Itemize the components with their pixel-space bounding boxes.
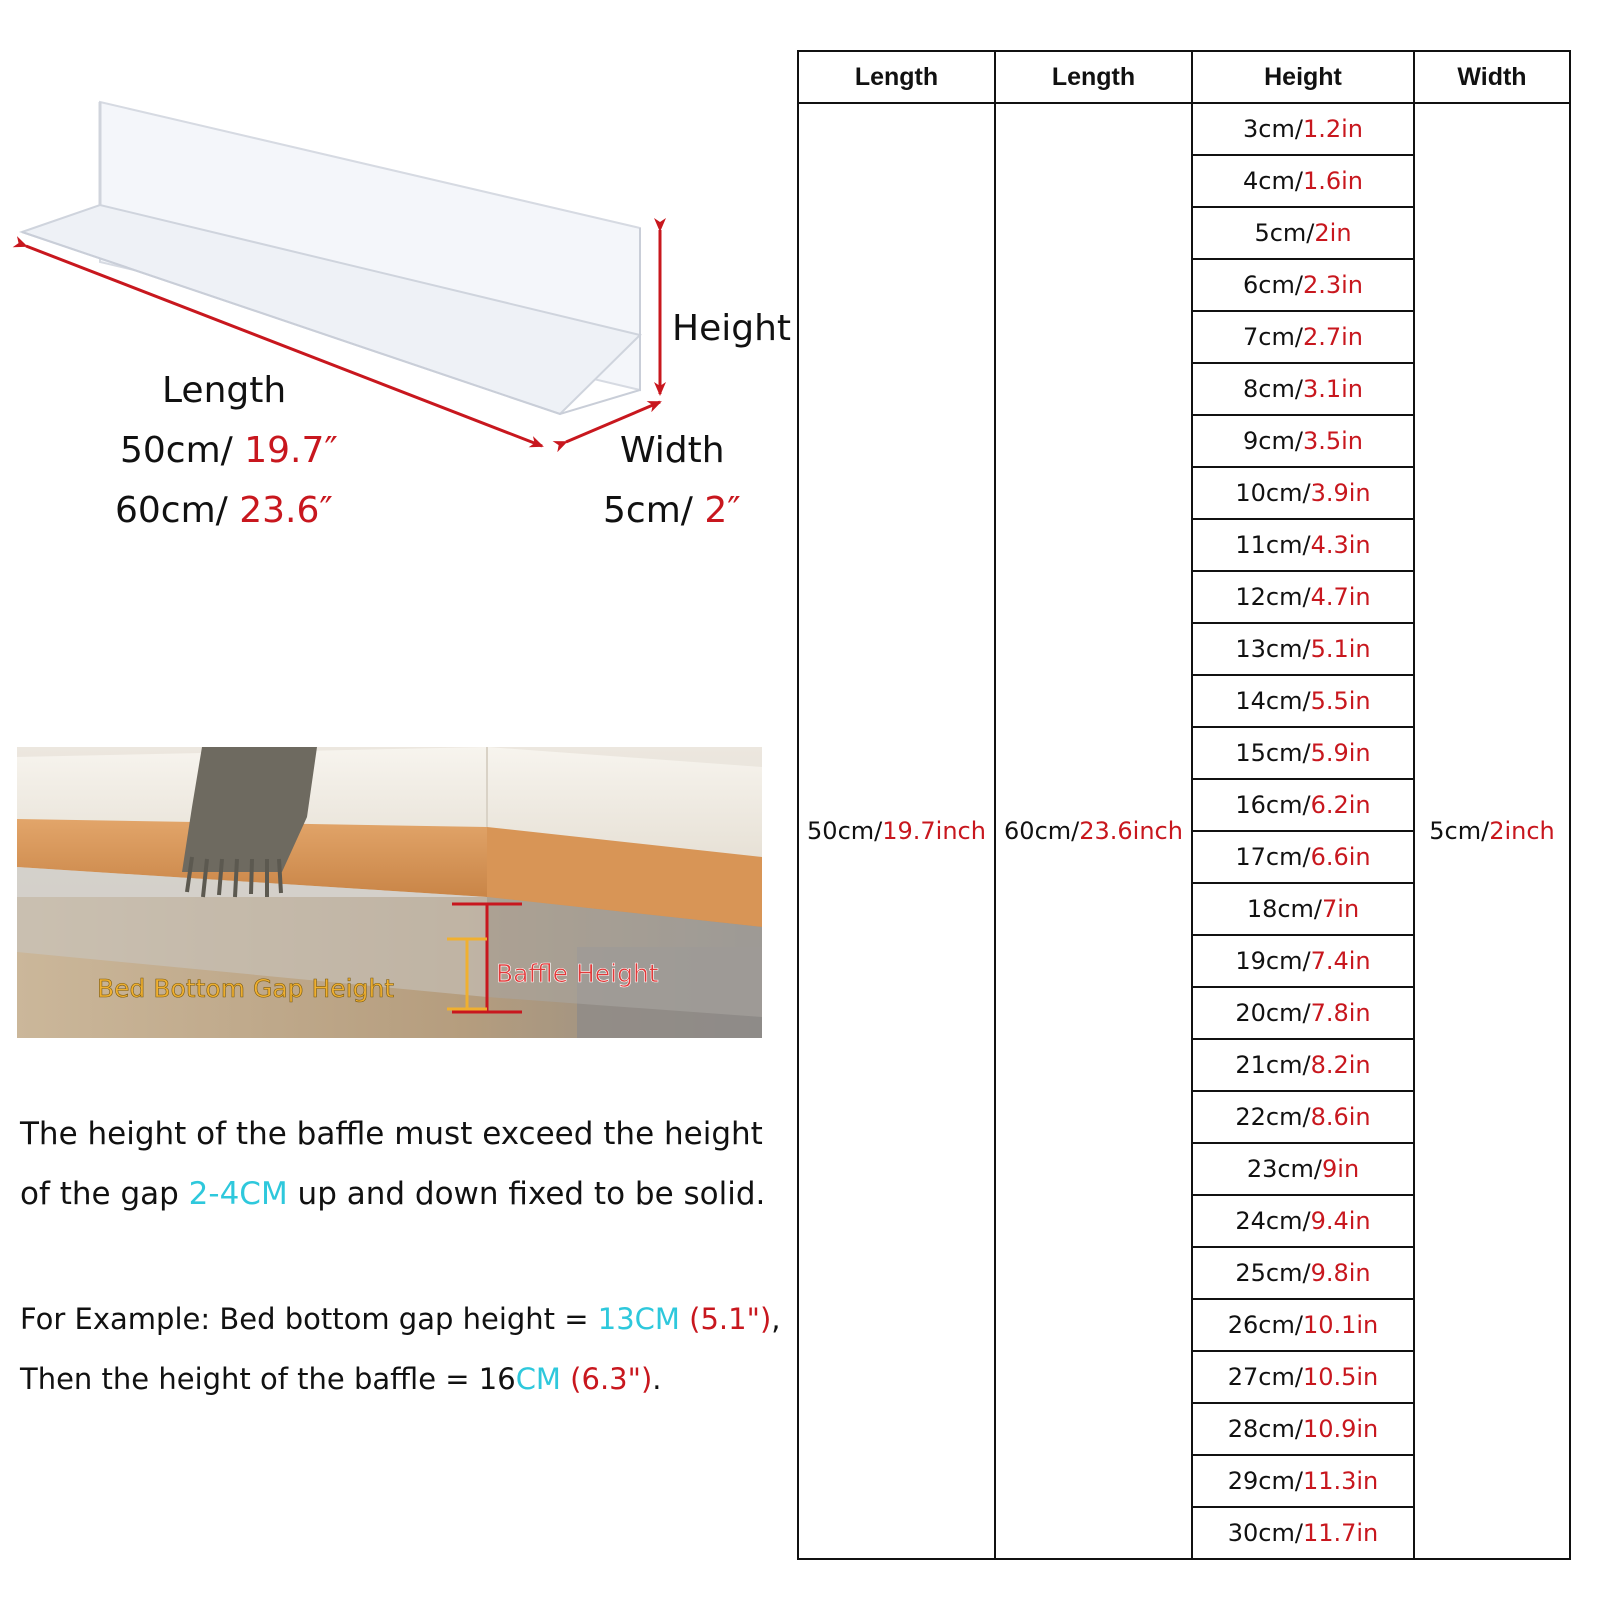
height-in: 2in	[1314, 219, 1352, 247]
cell-length-2	[995, 103, 1192, 1559]
cell-width	[1414, 103, 1570, 1559]
instruction-line-2-a: of the gap	[20, 1176, 189, 1212]
cell-height	[1192, 1455, 1414, 1507]
cell-height	[1192, 363, 1414, 415]
height-in: 10.1in	[1302, 1311, 1379, 1339]
header-length-2: Length	[995, 51, 1192, 103]
height-in: 9in	[1322, 1155, 1360, 1183]
baffle-height-label: Baffle Height	[496, 959, 659, 988]
length-label: Length	[162, 370, 287, 411]
cell-height	[1192, 1143, 1414, 1195]
height-cm: 23cm/	[1246, 1155, 1323, 1183]
height-in: 10.5in	[1302, 1363, 1379, 1391]
cell-height	[1192, 1091, 1414, 1143]
height-in: 9.4in	[1310, 1207, 1371, 1235]
height-in: 1.2in	[1302, 115, 1363, 143]
cell-height	[1192, 1247, 1414, 1299]
cell-height	[1192, 1039, 1414, 1091]
cell-height	[1192, 415, 1414, 467]
length-value-2-cm: 60cm/	[115, 490, 240, 531]
height-cm: 26cm/	[1227, 1311, 1303, 1339]
height-cm: 14cm/	[1235, 687, 1311, 715]
cell-height	[1192, 519, 1414, 571]
height-cm: 12cm/	[1235, 583, 1311, 611]
length-value-2	[115, 490, 333, 531]
cell-height	[1192, 1299, 1414, 1351]
height-cm: 22cm/	[1235, 1103, 1311, 1131]
bed-illustration	[17, 747, 762, 1038]
height-cm: 30cm/	[1227, 1519, 1303, 1547]
cell-height	[1192, 207, 1414, 259]
cell-width-in: 2inch	[1489, 817, 1555, 845]
example-line-1-d: ,	[771, 1302, 781, 1336]
gap-height-label: Bed Bottom Gap Height	[97, 974, 395, 1003]
example-line-1	[20, 1302, 780, 1336]
length-value-1-in: 19.7″	[244, 430, 338, 471]
cell-height	[1192, 727, 1414, 779]
cell-height	[1192, 311, 1414, 363]
height-in: 8.6in	[1310, 1103, 1371, 1131]
cell-length-1	[798, 103, 995, 1559]
cell-height	[1192, 1403, 1414, 1455]
example-line-2-a: Then the height of the baffle = 16	[20, 1362, 516, 1396]
length-value-1	[120, 430, 338, 471]
cell-length-1-cm: 50cm/	[807, 817, 883, 845]
header-width: Width	[1414, 51, 1570, 103]
height-cm: 15cm/	[1235, 739, 1311, 767]
width-label: Width	[620, 430, 725, 471]
height-cm: 4cm/	[1243, 167, 1303, 195]
clear-baffle-shape	[22, 102, 640, 414]
product-dimension-diagram	[0, 0, 800, 560]
example-gap-in: (5.1")	[679, 1302, 772, 1336]
cell-height	[1192, 155, 1414, 207]
instruction-line-2	[20, 1176, 765, 1212]
length-value-1-cm: 50cm/	[120, 430, 245, 471]
cell-height	[1192, 675, 1414, 727]
height-cm: 27cm/	[1227, 1363, 1303, 1391]
height-cm: 16cm/	[1235, 791, 1311, 819]
height-in: 6.6in	[1310, 843, 1371, 871]
height-in: 7in	[1322, 895, 1360, 923]
height-cm: 18cm/	[1246, 895, 1323, 923]
height-in: 5.1in	[1310, 635, 1371, 663]
cell-length-2-in: 23.6inch	[1079, 817, 1183, 845]
height-in: 10.9in	[1302, 1415, 1379, 1443]
height-in: 3.9in	[1310, 479, 1371, 507]
bed-gap-photo	[17, 747, 762, 1038]
height-in: 3.5in	[1302, 427, 1363, 455]
height-label: Height	[672, 308, 792, 349]
cell-height	[1192, 1195, 1414, 1247]
cell-height	[1192, 623, 1414, 675]
height-cm: 20cm/	[1235, 999, 1311, 1027]
height-in: 2.7in	[1302, 323, 1363, 351]
header-height: Height	[1192, 51, 1414, 103]
cell-height	[1192, 571, 1414, 623]
example-baffle-cm: CM	[515, 1362, 561, 1396]
height-cm: 25cm/	[1235, 1259, 1311, 1287]
width-value-cm: 5cm/	[603, 490, 705, 531]
height-in: 4.3in	[1310, 531, 1371, 559]
height-cm: 13cm/	[1235, 635, 1311, 663]
cell-height	[1192, 1351, 1414, 1403]
table-header-row	[798, 51, 1570, 103]
height-cm: 6cm/	[1243, 271, 1303, 299]
height-in: 2.3in	[1302, 271, 1363, 299]
length-value-2-in: 23.6″	[239, 490, 333, 531]
instruction-line-2-c: up and down fixed to be solid.	[287, 1176, 766, 1212]
height-cm: 9cm/	[1243, 427, 1303, 455]
height-in: 1.6in	[1302, 167, 1363, 195]
table-body	[798, 103, 1570, 1559]
height-in: 6.2in	[1310, 791, 1371, 819]
cell-height	[1192, 259, 1414, 311]
height-cm: 24cm/	[1235, 1207, 1311, 1235]
height-cm: 5cm/	[1254, 219, 1315, 247]
height-in: 5.5in	[1310, 687, 1371, 715]
height-in: 4.7in	[1310, 583, 1371, 611]
height-in: 5.9in	[1310, 739, 1371, 767]
example-line-2-d: .	[652, 1362, 662, 1396]
height-in: 8.2in	[1310, 1051, 1371, 1079]
height-in: 3.1in	[1302, 375, 1363, 403]
size-table	[797, 50, 1571, 1560]
baffle-illustration	[0, 0, 800, 560]
cell-height	[1192, 883, 1414, 935]
cell-width-cm: 5cm/	[1429, 817, 1490, 845]
cell-height	[1192, 779, 1414, 831]
height-in: 9.8in	[1310, 1259, 1371, 1287]
height-cm: 3cm/	[1243, 115, 1303, 143]
height-in: 11.7in	[1302, 1519, 1379, 1547]
height-in: 7.8in	[1310, 999, 1371, 1027]
example-line-2	[20, 1362, 662, 1396]
table-row	[798, 103, 1570, 155]
example-gap-cm: 13CM	[597, 1302, 680, 1336]
height-cm: 10cm/	[1235, 479, 1311, 507]
cell-height	[1192, 987, 1414, 1039]
height-cm: 8cm/	[1243, 375, 1303, 403]
cell-height	[1192, 1507, 1414, 1559]
width-value-in: 2″	[704, 490, 741, 531]
height-in: 7.4in	[1310, 947, 1371, 975]
example-line-1-a: For Example: Bed bottom gap height =	[20, 1302, 598, 1336]
width-value	[603, 490, 741, 531]
cell-height	[1192, 935, 1414, 987]
example-baffle-in: (6.3")	[560, 1362, 653, 1396]
cell-height	[1192, 831, 1414, 883]
instruction-range: 2-4CM	[188, 1176, 288, 1212]
height-cm: 21cm/	[1235, 1051, 1311, 1079]
height-cm: 19cm/	[1235, 947, 1311, 975]
height-in: 11.3in	[1302, 1467, 1379, 1495]
cell-height	[1192, 467, 1414, 519]
cell-length-2-cm: 60cm/	[1004, 817, 1080, 845]
height-cm: 29cm/	[1227, 1467, 1303, 1495]
height-cm: 11cm/	[1235, 531, 1311, 559]
cell-height	[1192, 103, 1414, 155]
instruction-line-1: The height of the baffle must exceed the height	[20, 1116, 763, 1152]
cell-length-1-in: 19.7inch	[882, 817, 986, 845]
header-length-1: Length	[798, 51, 995, 103]
height-cm: 7cm/	[1243, 323, 1303, 351]
height-cm: 28cm/	[1227, 1415, 1303, 1443]
height-cm: 17cm/	[1235, 843, 1311, 871]
